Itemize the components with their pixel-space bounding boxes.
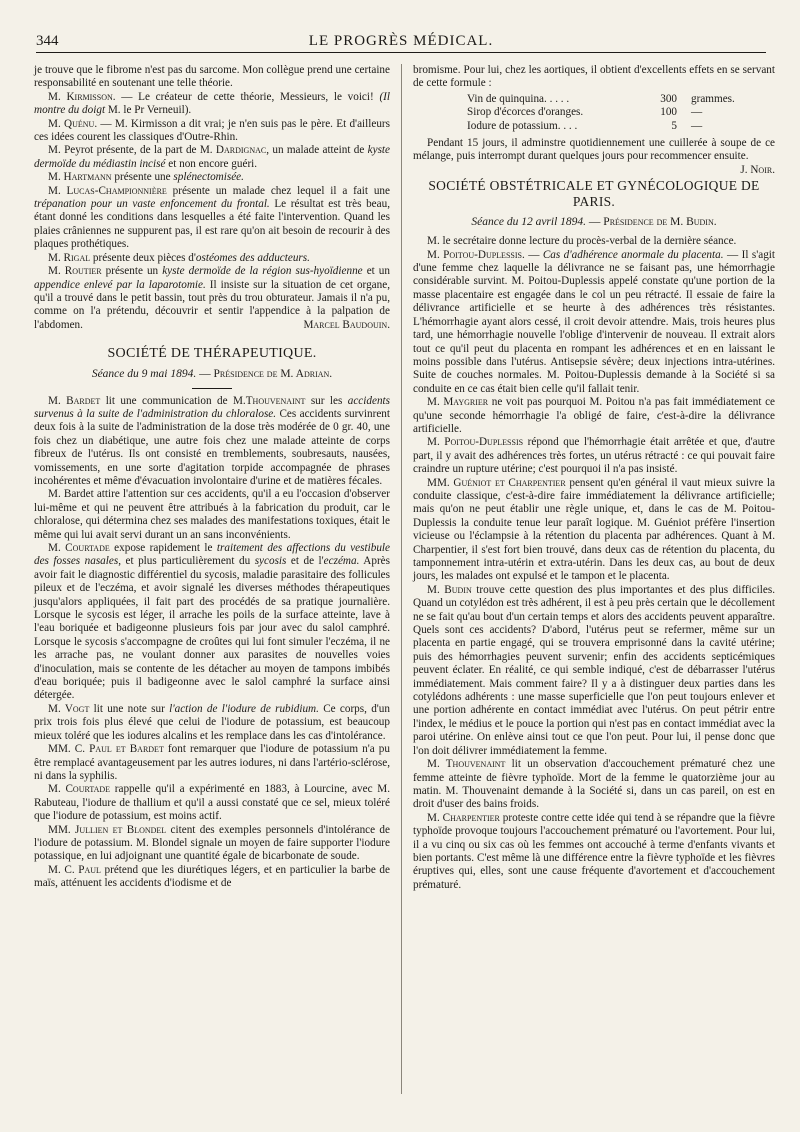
- paragraph: M. Bardet lit une communication de M.Thouvenaint sur les accidents survenus à la suite de l'administration du chloralose. Ces accidents survinrent deux fois à la suite de l'administration de la dose très modérée de 0 gr. 40, une fois chez un diabétique, une autre fois chez une malade atteinte de corps fibreux de l'utérus. Ils ont consisté en tremblements, soubresauts, nausées, vomissements, en une sorte d'agitation torpide accompagnée de phrases incohérentes et même d'évacuation involontaire d'urine et de matières fécales.: [34, 394, 390, 487]
- paragraph: MM. Guéniot et Charpentier pensent qu'en général il vaut mieux suivre la conduite classique, c'est-à-dire faire immédiatement la délivrance artificielle; mais qu'on ne peut établir une règle unique, et, dans le cas de M. Poitou-Duplessis la conduite tenue leur paraît logique. M. Guéniot préfère l'insertion vicieuse ou l'éclampsie à la rétention du placenta par adhérences. Quant à M. Charpentier, il s'est fort bien trouvé, dans deux cas de rétention du placenta, du tamponnement intra-utérin et extra-utérin. Dans les deux cas, au bout de deux jours, les malades ont expulsé et le tampon et le placenta.: [413, 476, 775, 583]
- paragraph: M. Quénu. — M. Kirmisson a dit vrai; je n'en suis pas le père. Et d'ailleurs ces idées courent les classiques d'Outre-Rhin.: [34, 117, 390, 144]
- section-title: SOCIÉTÉ OBSTÉTRICALE ET GYNÉCOLOGIQUE DE PARIS.: [428, 177, 760, 209]
- column-divider: [401, 64, 402, 1094]
- paragraph: M. Budin trouve cette question des plus importantes et des plus difficiles. Quand un cotylédon est très adhérent, il est à peu près certain que le décollement ne se fait qu'au bout d'un certain temps et alors des accidents peuvent apparaître. Quels sont ces accidents? D'abord, l'utérus peut se refermer, même sur un placenta en partie engagé, qui se trouvera emprisonné dans la cavité utérine; puis des hémorrhagies peuvent survenir; enfin des accidents septicémiques peuvent éclater. En réalité, ce qui semble indiqué, c'est de débarrasser l'utérus immédiatement. Mais comment faire? Il y a à distinguer deux parties dans les cotylédons adhérents : une masse superficielle que l'on peut toujours enlever et une portion adhérente en contact immédiat avec l'utérus. On peut pétrir entre l'index, le médius et le pouce la portion qui n'est pas en contact immédiat avec la paroi utérine. On enlève ainsi tout ce que l'on peut. Pour lui, il pense donc que l'on doit délivrer immédiatement la femme.: [413, 583, 775, 757]
- page-number: 344: [36, 33, 59, 49]
- paragraph: M. Routier présente un kyste dermoïde de la région sus-hyoïdienne et un appendice enlevé par la laparotomie. Il insiste sur la situation de cet organe, qu'il a trouvé dans le petit bassin, tout près du trou obturateur. Jamais il n'a pu, comme on l'a prétendu, découvrir et sentir l'appendice à la palpation de l'abdomen. Marcel Baudouin.: [34, 265, 390, 331]
- paragraph: M. Courtade rappelle qu'il a expérimenté en 1883, à Lourcine, avec M. Rabuteau, l'iodure de thallium et qu'il a aussi constaté que ce sel, mieux toléré que l'iodure de potassium, est moins actif.: [34, 783, 390, 823]
- paragraph: MM. Jullien et Blondel citent des exemples personnels d'intolérance de l'iodure de potassium. M. Blondel signale un moyen de faire supporter l'iodure potassique, en lui adjoignant une quantité égale de bicarbonate de soude.: [34, 823, 390, 863]
- formula-row: Sirop d'écorces d'oranges. 100 —: [467, 106, 703, 119]
- paragraph: M. Bardet attire l'attention sur ces accidents, qu'il a eu l'occasion d'observer lui-même et qui ne peuvent être attribués à la fabrication du produit, car le chloralose, qui détermina chez ses malades des manifestations toxiques, était le même qui lui avait servi durant un an sans inconvénients.: [34, 488, 390, 541]
- section-title: SOCIÉTÉ DE THÉRAPEUTIQUE.: [107, 346, 317, 362]
- paragraph: M. Thouvenaint lit un observation d'accouchement prématuré chez une femme atteinte de fièvre typhoïde. Mort de la femme le quatorzième jour au matin. M. Thouvenaint demande à la Société si, dans un cas pareil, on est en droit d'user des bains froids.: [413, 758, 775, 811]
- seance-line: Séance du 9 mai 1894. — Présidence de M. Adrian.: [91, 368, 333, 381]
- paragraph: M. Hartmann présente une splénectomisée.: [48, 171, 244, 184]
- left-column: [34, 64, 390, 891]
- section-rule: [192, 388, 232, 389]
- paragraph: MM. C. Paul et Bardet font remarquer que l'iodure de potassium n'a pu être remplacé avantageusement par les autres iodures, ni dans l'artério-sclérose, ni dans la syphilis.: [34, 743, 390, 782]
- formula-row: Iodure de potassium. . . . 5 —: [467, 119, 703, 132]
- paragraph: M. Rigal présente deux pièces d'ostéomes des adducteurs.: [48, 251, 310, 264]
- paragraph: M. Poitou-Duplessis. — Cas d'adhérence anormale du placenta. — Il s'agit d'une femme chez laquelle la délivrance ne se faisant pas, une hémorrhagie considérable survint. M. Poitou-Duplessis appelé constate qu'une portion de la masse placentaire est engagée dans le col un peu rétracté. Il essaie de faire la délivrance artificielle et se heurte à des adhérences très résistantes. L'hémorrhagie ayant alors cessé, il croit devoir attendre. Mais, trois heures plus tard, une hémorrhagie nouvelle l'oblige d'intervenir de nouveau. Il extrait alors tout ce qu'il peut du placenta en rompant les adhérences et en en laissant le moins possible dans l'utérus. Antisepsie sévère; deux injections intra-utérines. Suite de couches normales. M. Poitou-Duplessis demande à la Société si sa conduite en ce cas était bien celle qu'il fallait tenir.: [413, 248, 776, 395]
- paragraph: bromisme. Pour lui, chez les aortiques, il obtient d'excellents effets en se servant de cette formule :: [413, 64, 775, 90]
- paragraph: M. Poitou-Duplessis répond que l'hémorrhagie était arrêtée et que, d'autre part, il y avait des adhérences très fortes, un utérus rétracté : ce qui pouvait faire craindre un rupture utérine; c'est pourquoi il n'a pas insisté.: [413, 436, 775, 476]
- paragraph: M. Maygrier ne voit pas pourquoi M. Poitou n'a pas fait immédiatement ce qu'une seconde hémorrhagie l'a obligé de faire, c'est-à-dire la délivrance artificielle.: [413, 396, 775, 435]
- paragraph: Pendant 15 jours, il adminstre quotidiennement une cuillerée à soupe de ce mélange, puis interrompt durant quelques jours pour recommencer ensuite. J. Noir.: [413, 137, 775, 176]
- right-column: [413, 64, 775, 892]
- paragraph: je trouve que le fibrome n'est pas du sarcome. Mon collègue prend une certaine responsabilité en soutenant une telle théorie.: [34, 64, 390, 90]
- formula-row: Vin de quinquina. . . . . 300 grammes.: [467, 92, 735, 105]
- paragraph: M. Courtade expose rapidement le traitement des affections du vestibule des fosses nasales, et plus particulièrement du sycosis et de l'eczéma. Après avoir fait le diagnostic différentiel du sycosis, maladie parasitaire des follicules pileux et de l'eczéma, et avoir signalé les diverses méthodes thérapeutiques jusqu'alors appliquées, il fait part des procédés de sa pratique journalière. Lorsque le sycosis est léger, il arrache les poils de la surface atteinte, lave à l'eau boriquée et badigeonne plusieurs fois par jour avec du salol camphré. Lorsque le sycosis s'accompagne de croûtes qui lui font simuler l'eczéma, il ne les arrache pas, ne voulant donner aux parasites de nouvelles voies d'inoculation, mais se contente de les détacher au moyen de tampons imbibés d'eau boriquée; puis il badigeonne avec le salol camphré la surface ainsi détergée.: [34, 542, 390, 702]
- journal-title: LE PROGRÈS MÉDICAL.: [308, 33, 494, 49]
- paragraph: M. Charpentier proteste contre cette idée qui tend à se répandre que la fièvre typhoïde provoque toujours l'accouchement prématuré ou l'avortement. Pour lui, il a vu cinq ou six cas où les femmes ont accouché à terme d'enfants vivants et bien portants. C'est même là une différence entre la fièvre typhoïde et les fièvres éruptives qui, elles, sont une cause fréquente d'avortement et d'accouchement prématuré.: [413, 811, 776, 891]
- paragraph: M. C. Paul prétend que les diurétiques légers, et en particulier la barbe de maïs, atténuent les accidents d'iodisme et de: [34, 863, 390, 890]
- signature: J. Noir.: [740, 163, 775, 176]
- paragraph: M. Lucas-Championnière présente un malade chez lequel il a fait une trépanation pour un vaste enfoncement du frontal. Le résultat est très beau, étant donné les conditions dans lesquelles a été faite l'intervention. Quand les plaies crâniennes ne suppurent pas, il est rare qu'on ait besoin de recourir à des plaques prothétiques.: [34, 184, 390, 251]
- formula-table: [467, 93, 775, 133]
- signature: Marcel Baudouin.: [303, 318, 390, 331]
- paragraph: M. le secrétaire donne lecture du procès-verbal de la dernière séance.: [427, 235, 737, 248]
- paragraph: M. Kirmisson. — Le créateur de cette théorie, Messieurs, le voici! (Il montre du doigt M. le Pr Verneuil).: [34, 90, 390, 117]
- paragraph: M. Peyrot présente, de la part de M. Dardignac, un malade atteint de kyste dermoïde du médiastin incisé et non encore guéri.: [34, 144, 390, 170]
- seance-line: Séance du 12 avril 1894. — Présidence de M. Budin.: [471, 215, 717, 228]
- page-header: [36, 30, 766, 53]
- paragraph: M. Vogt lit une note sur l'action de l'iodure de rubidium. Ce corps, d'un prix trois fois plus élevé que celui de l'iodure de potassium, est beaucoup mieux toléré que les iodures alcalins et les remplace dans les cas d'intolérance.: [34, 702, 390, 742]
